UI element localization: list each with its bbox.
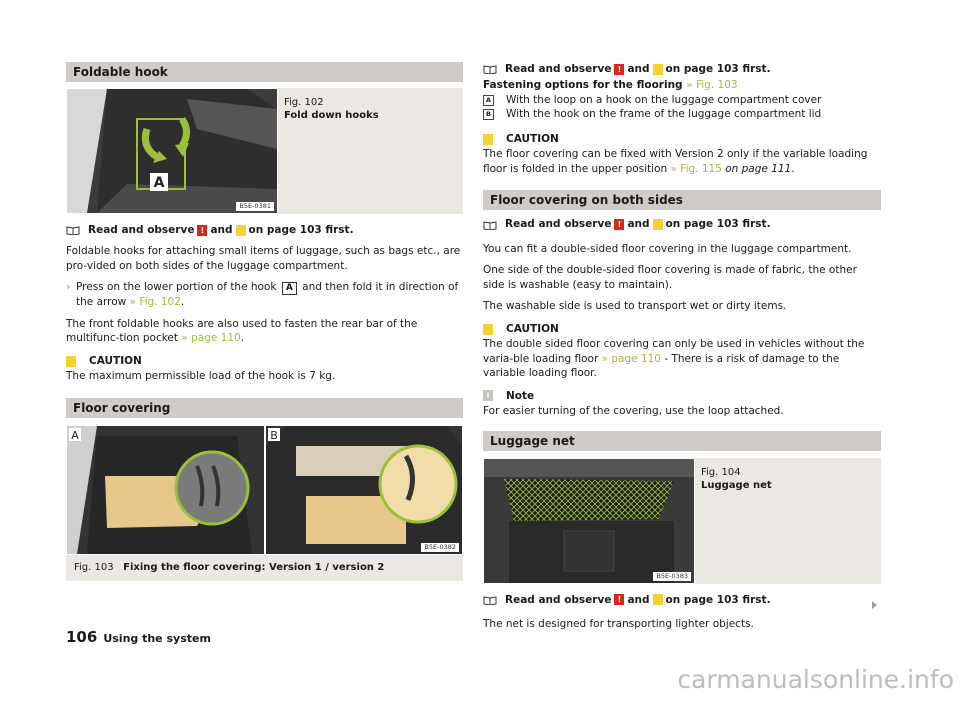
- paragraph: The washable side is used to transport wet or dirty items.: [483, 300, 787, 313]
- image-code: B5E-0383: [653, 572, 691, 581]
- section-header-foldable-hook: Foldable hook: [66, 62, 463, 82]
- paragraph: One side of the double-sided floor covering is made of fabric, the other side is washable (easy to maintain).: [483, 264, 857, 291]
- figure-number: Fig. 104: [701, 466, 741, 478]
- caution-icon: !: [653, 594, 663, 605]
- fold-down-hooks-image: [66, 88, 278, 214]
- figure-number: Fig. 103: [74, 561, 114, 573]
- trunk-version-2-illustration: [266, 426, 463, 554]
- floor-covering-version-1-image: [66, 425, 265, 555]
- book-icon: [483, 595, 497, 605]
- fig-115-link[interactable]: » Fig. 115: [670, 162, 722, 175]
- fig-103-link[interactable]: » Fig. 103: [686, 79, 738, 92]
- caution-heading: CAUTION: [483, 322, 881, 336]
- figure-caption: [695, 458, 778, 584]
- floor-covering-version-2-image: [265, 425, 463, 555]
- page-110-link[interactable]: » page 110: [601, 352, 661, 365]
- image-label-a: A: [153, 175, 165, 191]
- note-text: For easier turning of the covering, use the loop attached.: [483, 405, 784, 418]
- left-column: [66, 62, 463, 581]
- caution-icon: !: [653, 64, 663, 75]
- fastening-title: Fastening options for the flooring » Fig. 103: [483, 79, 738, 92]
- read-and-observe: Read and observe ! and ! on page 103 first.: [483, 593, 881, 607]
- step-text: Press on the lower portion of the hook A and then fold it in direction of the arrow » Fig. 102.: [76, 281, 459, 309]
- image-label-b: B: [270, 428, 278, 442]
- read-and-observe: Read and observe ! and ! on page 103 first.: [483, 217, 881, 231]
- read-and-observe: Read and observe ! and ! on page 103 first.: [483, 62, 881, 76]
- trunk-version-1-illustration: [67, 426, 265, 554]
- info-icon: i: [483, 390, 493, 401]
- section-header-floor-covering: Floor covering: [66, 398, 463, 418]
- paragraph: You can fit a double-sided floor covering in the luggage compartment.: [483, 242, 852, 255]
- caution-icon: [66, 356, 76, 367]
- page-number: 106: [66, 628, 98, 646]
- caution-text: The double sided floor covering can only be used in vehicles without the varia-ble loading floor » page 110 - There is a risk of damage to the variable loading floor.: [483, 338, 865, 380]
- caution-heading: CAUTION: [66, 354, 463, 368]
- figure-103-images: [66, 425, 463, 555]
- watermark: carmanualsonline.info: [677, 664, 954, 694]
- instruction-step: [66, 280, 463, 309]
- trunk-hooks-illustration: [67, 89, 277, 213]
- step-arrow-icon: ›: [66, 281, 71, 294]
- caution-heading: CAUTION: [483, 132, 881, 146]
- caution-icon: !: [653, 219, 663, 230]
- observe-page: on page 103 first.: [248, 224, 354, 236]
- continue-arrow-icon: [872, 601, 877, 609]
- figure-caption: [278, 88, 385, 214]
- caution-text: The floor covering can be fixed with Version 2 only if the variable loading floor is folded in the upper position » Fig. 115 on page 111.: [483, 148, 868, 175]
- caution-icon: [483, 134, 493, 145]
- figure-title: Luggage net: [701, 479, 772, 491]
- figure-104: [483, 458, 881, 584]
- warning-icon: !: [614, 594, 624, 605]
- luggage-net-illustration: [484, 459, 694, 583]
- caution-text: The maximum permissible load of the hook is 7 kg.: [66, 370, 336, 383]
- hook-label-a: A: [282, 282, 297, 295]
- observe-and: and: [210, 224, 233, 236]
- figure-103: [66, 425, 463, 581]
- book-icon: [483, 220, 497, 230]
- page-110-link[interactable]: » page 110: [181, 332, 241, 345]
- figure-caption: [66, 555, 463, 581]
- figure-102: [66, 88, 463, 214]
- list-item: B With the hook on the frame of the luggage compartment lid: [483, 107, 881, 121]
- right-column: [483, 62, 881, 639]
- note-heading: i Note: [483, 389, 881, 403]
- figure-title: Fold down hooks: [284, 110, 379, 121]
- book-icon: [66, 225, 80, 235]
- footer-section-title: Using the system: [103, 632, 211, 645]
- observe-text: Read and observe: [88, 224, 195, 236]
- paragraph: Foldable hooks for attaching small items of luggage, such as bags etc., are pro-vided on both sides of the luggage compartment.: [66, 245, 461, 272]
- paragraph: The net is designed for transporting lighter objects.: [483, 618, 754, 631]
- image-code: B5E-0381: [236, 202, 274, 211]
- section-header-luggage-net: Luggage net: [483, 431, 881, 451]
- image-label-a: A: [71, 428, 79, 442]
- page-footer: [66, 627, 211, 648]
- figure-number: Fig. 102: [284, 97, 324, 108]
- luggage-net-image: [483, 458, 695, 584]
- image-code: B5E-0382: [421, 543, 459, 552]
- figure-title: Fixing the floor covering: Version 1 / version 2: [123, 561, 385, 573]
- fig-102-link[interactable]: » Fig. 102: [129, 296, 181, 309]
- list-item: A With the loop on a hook on the luggage compartment cover: [483, 93, 881, 107]
- warning-icon: !: [614, 64, 624, 75]
- paragraph: The front foldable hooks are also used to fasten the rear bar of the multifunc-tion pocket » page 110.: [66, 317, 418, 345]
- section-header-floor-covering-both-sides: Floor covering on both sides: [483, 190, 881, 210]
- warning-icon: !: [197, 225, 207, 236]
- caution-icon: [483, 324, 493, 335]
- read-and-observe: [66, 223, 463, 237]
- warning-icon: !: [614, 219, 624, 230]
- caution-icon: !: [236, 225, 246, 236]
- book-icon: [483, 64, 497, 74]
